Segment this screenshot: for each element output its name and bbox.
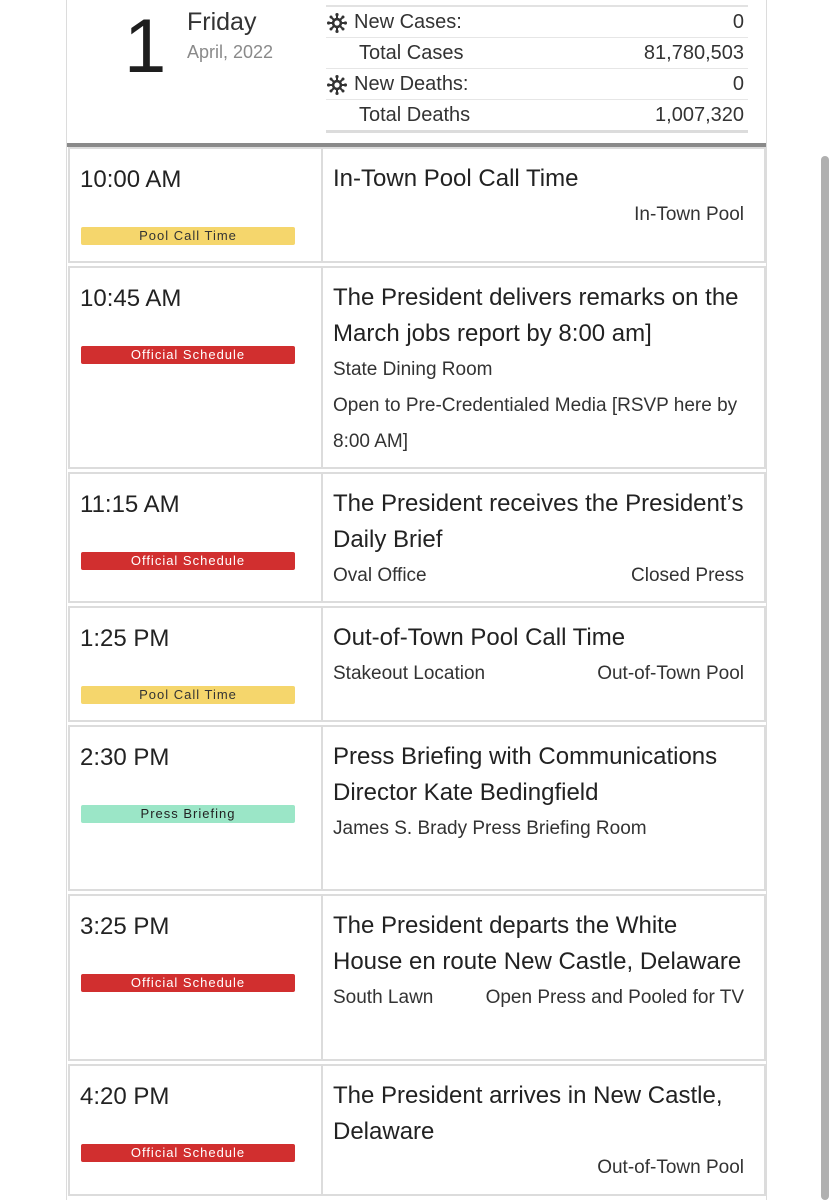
covid-stats [326, 5, 748, 133]
event-coverage: In-Town Pool [634, 204, 744, 225]
day-number: 1 [124, 4, 167, 89]
event-meta [333, 558, 744, 594]
event-time: 1:25 PM [80, 625, 170, 652]
stat-value: 0 [732, 73, 744, 95]
stat-label: New Deaths: [354, 73, 469, 95]
event-detail-cell [322, 472, 766, 603]
event-time-cell [68, 894, 322, 1061]
stat-value: 1,007,320 [655, 104, 744, 126]
event-row[interactable] [68, 266, 766, 469]
event-coverage: Open to Pre-Credentialed Media [RSVP here by 8:00 AM] [333, 395, 738, 452]
event-time: 3:25 PM [80, 913, 170, 940]
virus-icon [327, 13, 347, 33]
event-time-cell [68, 1064, 322, 1196]
event-location: Stakeout Location [333, 663, 486, 684]
event-coverage: Closed Press [631, 565, 744, 586]
event-location: James S. Brady Press Briefing Room [333, 818, 647, 839]
event-location: Oval Office [333, 565, 427, 586]
event-meta [333, 197, 744, 233]
weekday-label: Friday [187, 8, 257, 36]
event-time-cell [68, 147, 322, 263]
event-badge-official-schedule: Official Schedule [81, 974, 295, 992]
event-title[interactable]: Press Briefing with Communications Director Kate Bedingfield [333, 743, 718, 806]
event-row[interactable] [68, 894, 766, 1061]
event-detail-cell [322, 894, 766, 1061]
event-row[interactable] [68, 725, 766, 891]
event-badge-press-briefing: Press Briefing [81, 805, 295, 823]
stat-value: 81,780,503 [643, 42, 744, 64]
stat-total-cases [326, 38, 748, 69]
event-title[interactable]: In-Town Pool Call Time [333, 165, 579, 192]
event-badge-official-schedule: Official Schedule [81, 1144, 295, 1162]
month-year-label: April, 2022 [187, 42, 274, 62]
event-list [68, 147, 766, 1199]
event-detail-cell [322, 606, 766, 722]
scrollbar-thumb[interactable] [821, 156, 829, 1200]
event-time: 2:30 PM [80, 744, 170, 771]
event-time-cell [68, 606, 322, 722]
event-title[interactable]: The President departs the White House en route New Castle, Delaware [333, 912, 742, 975]
event-row[interactable] [68, 147, 766, 263]
event-detail-cell [322, 725, 766, 891]
event-meta [333, 980, 744, 1016]
event-coverage: Out-of-Town Pool [597, 1157, 744, 1178]
event-detail-cell [322, 266, 766, 469]
event-row[interactable] [68, 472, 766, 603]
event-row[interactable] [68, 1064, 766, 1196]
event-time: 11:15 AM [80, 491, 180, 518]
event-coverage: Out-of-Town Pool [597, 663, 744, 684]
event-badge-official-schedule: Official Schedule [81, 346, 295, 364]
event-time: 4:20 PM [80, 1083, 170, 1110]
event-badge-pool-call-time: Pool Call Time [81, 686, 295, 704]
event-badge-official-schedule: Official Schedule [81, 552, 295, 570]
event-meta [333, 1150, 744, 1186]
stat-total-deaths [326, 100, 748, 133]
event-time-cell [68, 472, 322, 603]
event-location: South Lawn [333, 987, 434, 1008]
event-row[interactable] [68, 606, 766, 722]
event-title[interactable]: Out-of-Town Pool Call Time [333, 624, 626, 651]
event-detail-cell [322, 147, 766, 263]
stat-new-deaths [326, 69, 748, 100]
event-time: 10:00 AM [80, 166, 182, 193]
event-time-cell [68, 725, 322, 891]
event-title[interactable]: The President receives the President’s Daily Brief [333, 490, 744, 553]
event-time-cell [68, 266, 322, 469]
stat-label: Total Deaths [359, 104, 471, 126]
stat-value: 0 [732, 11, 744, 33]
stat-label: Total Cases [359, 42, 464, 64]
stat-label: New Cases: [354, 11, 462, 33]
event-meta [333, 656, 744, 692]
stat-new-cases [326, 7, 748, 38]
event-title[interactable]: The President delivers remarks on the March jobs report by 8:00 am] [333, 284, 739, 347]
event-badge-pool-call-time: Pool Call Time [81, 227, 295, 245]
virus-icon [327, 75, 347, 95]
event-time: 10:45 AM [80, 285, 182, 312]
event-coverage: Open Press and Pooled for TV [485, 987, 744, 1008]
event-location: State Dining Room [333, 359, 493, 380]
event-detail-cell [322, 1064, 766, 1196]
event-title[interactable]: The President arrives in New Castle, Delaware [333, 1082, 723, 1145]
